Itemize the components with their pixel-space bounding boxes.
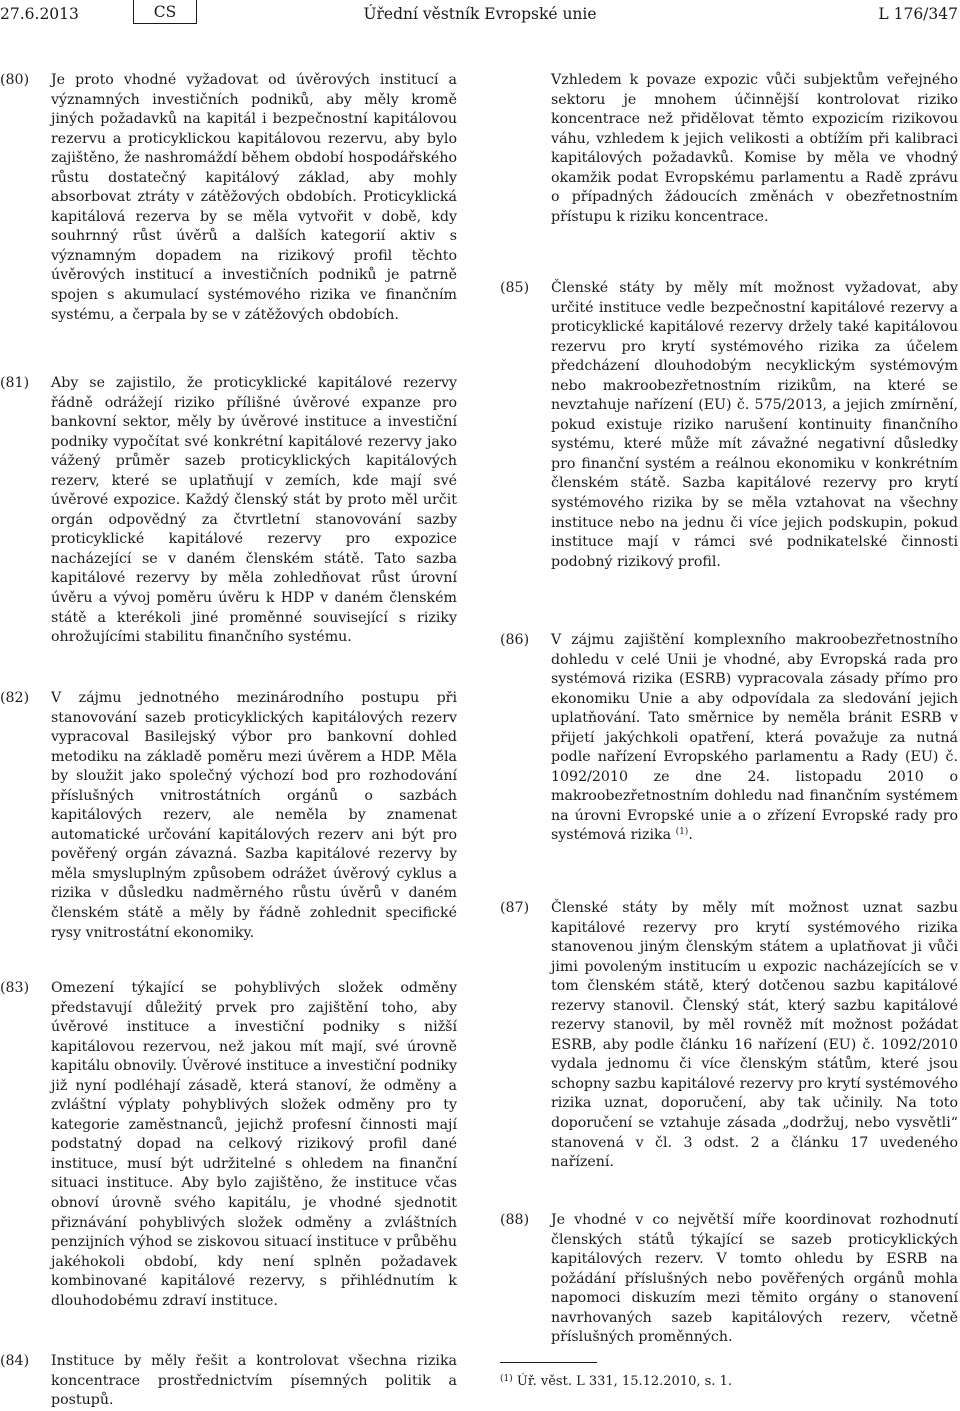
journal-title: Úřední věstník Evropské unie <box>363 5 597 23</box>
recital-text-body: V zájmu zajištění komplexního makroobezřetnostního dohledu v celé Unii je vhodné, aby Evropská rada pro systémová rizika (ESRB) vypracovala zásady přímo pro ekonomiku Unie a aby odpovídala za sledování jejich uplatňování. Tato směrnice by neměla bránit ESRB v přijetí jakýchkoli opatření, která považuje za nutná podle nařízení Evropského parlamentu a Rady (EU) č. 1092/2010 ze dne 24. listopadu 2010 o makroobezřetnostním dohledu nad finančním systémem na úrovni Evropské unie a o zřízení Evropské rady pro systémová rizika <box>551 632 958 844</box>
footnote <box>500 1370 960 1391</box>
recital-number: (83) <box>0 980 30 996</box>
recital-number: (87) <box>500 900 530 916</box>
recital-number: (81) <box>0 375 30 391</box>
language-badge: CS <box>133 0 197 24</box>
footnote-reference[interactable]: (1) <box>675 827 689 838</box>
recital-text: Vzhledem k povaze expozic vůči subjektům veřejného sektoru je mnohem účinnější kontrolovat riziko koncentrace než přidělovat těmto expozicím rizikovou váhu, vzhledem k jejich velikosti a obtížím při kalibraci kapitálových požadavků. Komise by měla ve vhodný okamžik podat Evropskému parlamentu a Radě zprávu o případných žádoucích změnách v obezřetnostním přístupu k riziku koncentrace. <box>551 72 958 225</box>
recital-number: (82) <box>0 690 30 706</box>
recital-number: (80) <box>0 72 30 88</box>
recital-text <box>551 631 958 846</box>
recital-number: (86) <box>500 632 530 648</box>
page-header <box>0 0 960 34</box>
recital-number: (84) <box>0 1353 30 1369</box>
recital-text: Aby se zajistilo, že proticyklické kapitálové rezervy řádně odrážejí riziko přílišné úvěrové expanze pro bankovní sektor, měly by úvěrové instituce a investiční podniky vypočítat své konkrétní kapitálové rezervy jako vážený průměr sazeb proticyklických kapitálových rezerv, které se uplatňují v zemích, kde mají své úvěrové expozice. Každý členský stát by proto měl určit orgán odpovědný za čtvrtletní stanovování sazby proticyklické kapitálové rezervy pro expozice nacházející se v daném členském státě. Tato sazba kapitálové rezervy by měla zohledňovat růst úrovní úvěru a vývoj poměru úvěru k HDP v daném členském státě a kterékoli jiné proměnné související s riziky ohrožujícími stabilitu finančního systému. <box>51 375 457 646</box>
recital-number: (88) <box>500 1212 530 1228</box>
recital-text: Je proto vhodné vyžadovat od úvěrových institucí a významných investičních podniků, aby měly kromě jiných požadavků na kapitál i bezpečnostní kapitálovou rezervu a proticyklickou kapitálovou rezervu, aby bylo zajištěno, že nashromáždí během období hospodářského růstu dostatečný kapitálový základ, aby mohly absorbovat ztráty v zátěžových obdobích. Proticyklická kapitálová rezerva by se měla vytvořit v době, kdy souhrnný růst úvěrů a dalších kategorií aktiv s významným dopadem na rizikový profil těchto úvěrových institucí a investičních podniků je patrně spojen s akumulací systémového rizika ve finančním systému, a čerpala by se v zátěžových obdobích. <box>51 72 457 323</box>
footnote-divider <box>500 1362 597 1363</box>
recital-text: Instituce by měly řešit a kontrolovat všechna rizika koncentrace prostřednictvím písemných politik a postupů. <box>51 1353 457 1409</box>
recital-text: Členské státy by měly mít možnost vyžadovat, aby určité instituce vedle bezpečnostní kapitálové rezervy a proticyklické kapitálové rezervy držely také kapitálovou rezervu pro krytí systémového rizika za účelem předcházení dlouhodobým necyklickým systémovým nebo makroobezřetnostním rizikům, na které se nevztahuje nařízení (EU) č. 575/2013, a jejich zmírnění, pokud existuje riziko narušení kontinuity finančního systému, které může mít závažné negativní důsledky pro finanční systém a reálnou ekonomiku v konkrétním členském státě. Sazba kapitálové rezervy pro krytí systémového rizika by se měla vztahovat na všechny instituce nebo na jednu či více jejich podskupin, pokud instituce mají v rámci své podnikatelské činnosti podobný rizikový profil. <box>551 280 958 570</box>
recital-text: Je vhodné v co největší míře koordinovat rozhodnutí členských států týkající se sazeb proticyklických kapitálových rezerv. V tomto ohledu by ESRB na požádání příslušných nebo pověřených orgánů mohla napomoci diskuzím mezi těmito orgány o stanovení navrhovaných sazeb kapitálových rezerv, včetně příslušných proměnných. <box>551 1212 958 1346</box>
publication-date: 27.6.2013 <box>0 5 79 23</box>
recital-number: (85) <box>500 280 530 296</box>
recital-text: Omezení týkající se pohyblivých složek odměny představují důležitý prvek pro zajištění toho, aby úvěrové instituce a investiční podniky s nižší kapitálovou rezervou, než jakou mít mají, své úrovně kapitálu obnovily. Úvěrové instituce a investiční podniky již nyní podléhají zásadě, která stanoví, že odměny a zvláštní výplaty pohyblivých složek odměny pro ty kategorie zaměstnanců, jejichž profesní činnosti mají podstatný dopad na celkový rizikový profil dané instituce, musí být udržitelné s ohledem na finanční situaci instituce. Aby bylo zajištěno, že instituce včas obnoví úrovně svého kapitálu, je vhodné sjednotit přiznávání pohyblivých složek odměny a zvláštních penzijních výhod se ziskovou situací instituce v průběhu jakéhokoli období, kdy není splněn požadavek kombinované kapitálové rezervy, s přihlédnutím k dlouhodobému zdraví instituce. <box>51 980 457 1309</box>
page-reference: L 176/347 <box>878 5 958 23</box>
footnote-text: Úř. věst. L 331, 15.12.2010, s. 1. <box>516 1374 732 1389</box>
recital-text: Členské státy by měly mít možnost uznat sazbu kapitálové rezervy pro krytí systémového rizika stanovenou jiným členským státem a uplatňovat ji vůči jimi povoleným institucím u expozic nacházejících se v tom členském státě, který dotčenou sazbu kapitálové rezervy stanovil. Členský stát, který sazbu kapitálové rezervy stanovil, by měl rovněž mít možnost požádat ESRB, aby podle článku 16 nařízení (EU) č. 1092/2010 vydala jednomu či více členským státům, které jsou schopny sazbu kapitálové rezervy pro krytí systémového rizika uznat, doporučení, aby tak učinily. Na toto doporučení se vztahuje zásada „dodržuj, nebo vysvětli“ stanovená v čl. 3 odst. 2 a článku 17 uvedeného nařízení. <box>551 900 958 1171</box>
recital-text-tail: . <box>688 827 693 844</box>
recital-text: V zájmu jednotného mezinárodního postupu při stanovování sazeb proticyklických kapitálových rezerv vypracoval Basilejský výbor pro bankovní dohled metodiku na základě poměru mezi úvěrem a HDP. Měla by sloužit jako společný výchozí bod pro rozhodování příslušných vnitrostátních orgánů o sazbách kapitálových rezerv, ale neměla by znamenat automatické určování kapitálových rezerv ani být pro pověřený orgán závazná. Sazba kapitálové rezervy by měla smysluplným způsobem odrážet úvěrový cyklus a rizika v důsledku nadměrného růstu úvěrů v daném členském státě a měly by řádně zohlednit specifické rysy vnitrostátní ekonomiky. <box>51 690 457 941</box>
footnote-mark: (1) <box>500 1374 513 1384</box>
